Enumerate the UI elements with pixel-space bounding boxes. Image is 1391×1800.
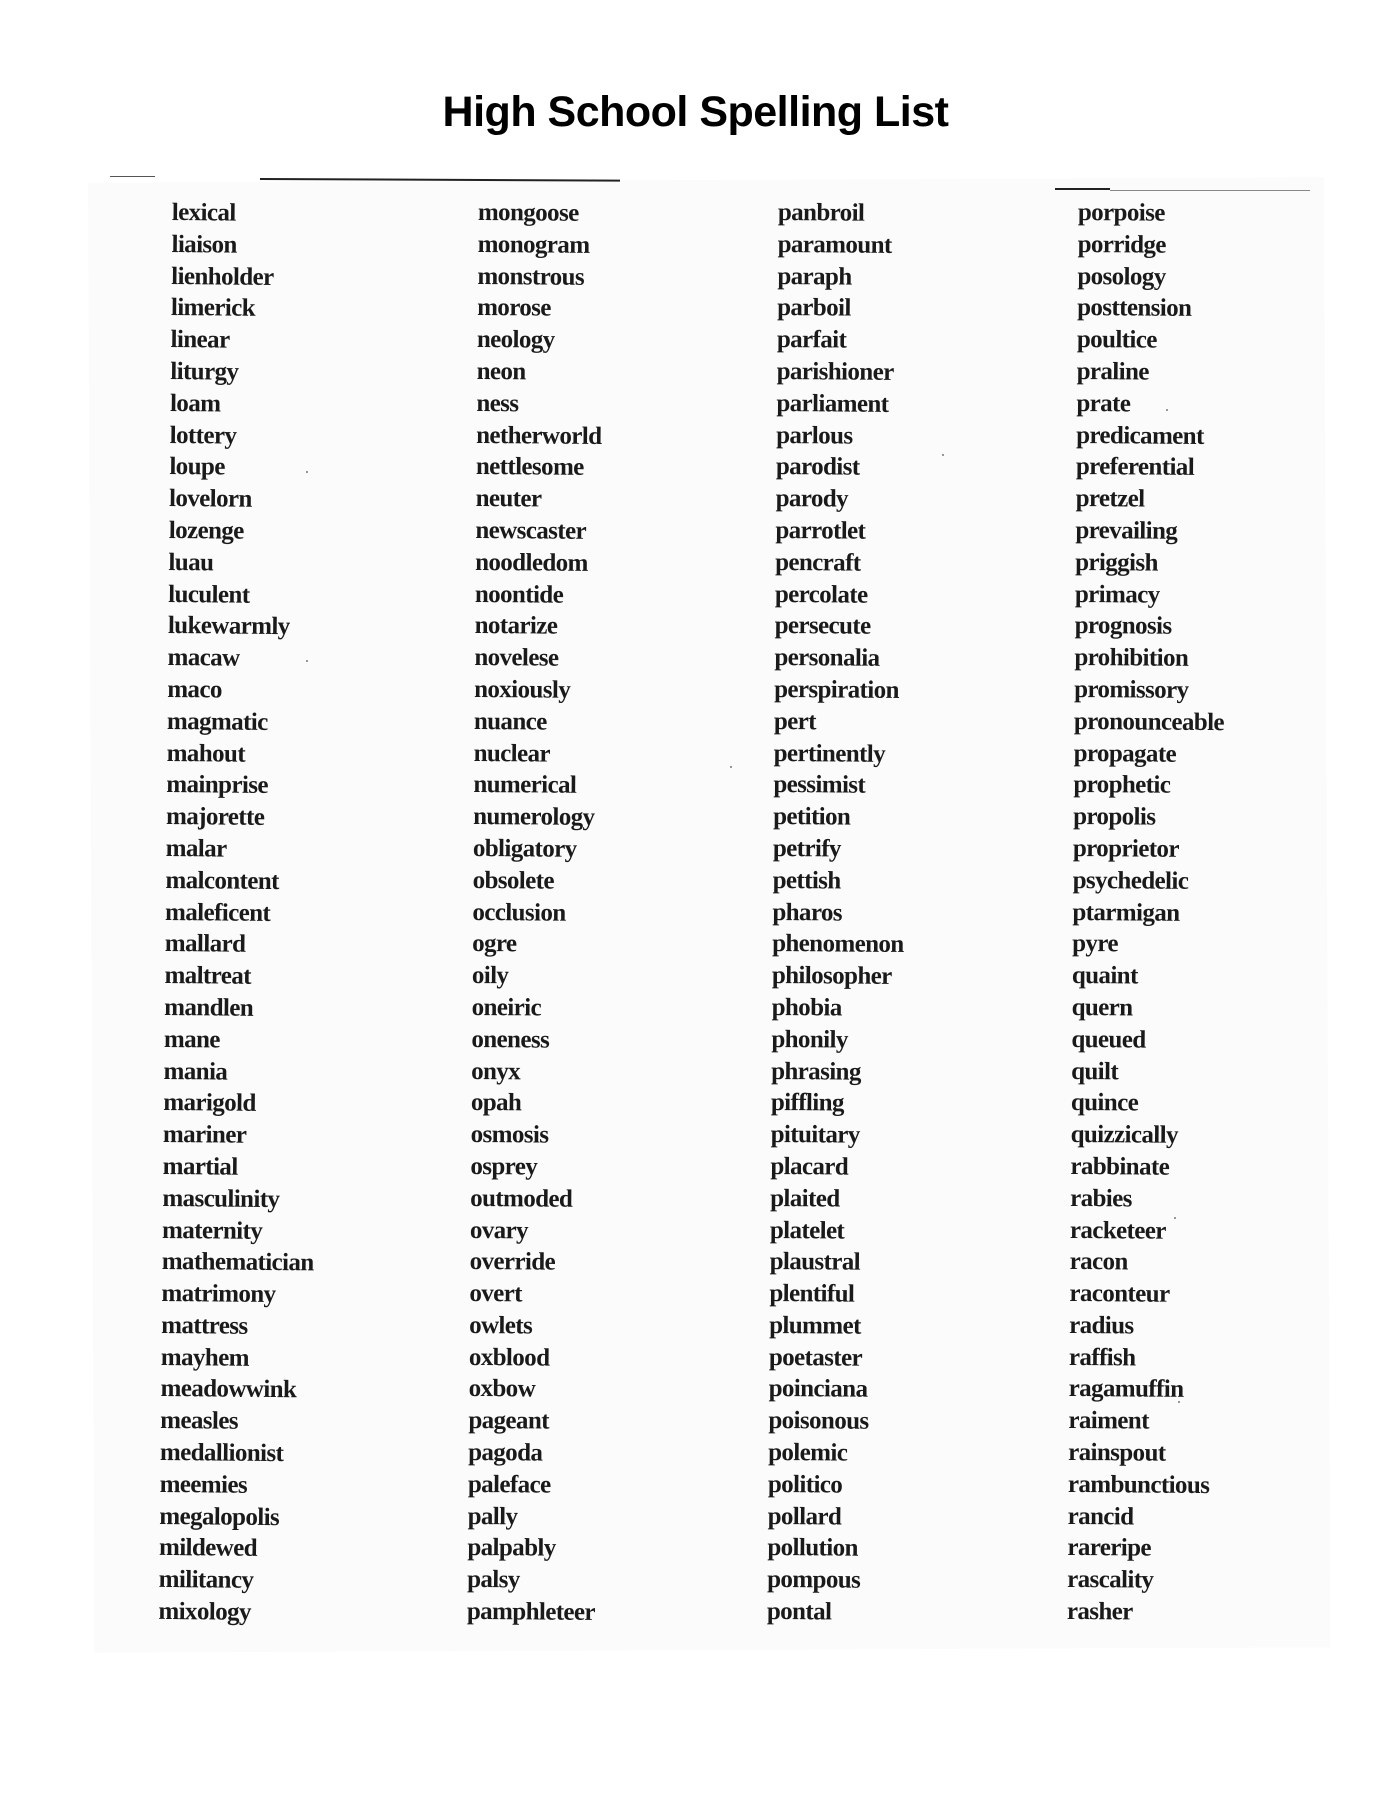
spelling-word: rabbinate xyxy=(1070,1152,1170,1181)
spelling-word: oneness xyxy=(471,1025,550,1054)
spelling-word: mandlen xyxy=(164,993,254,1022)
spelling-word: poetaster xyxy=(768,1343,863,1372)
spelling-word: phenomenon xyxy=(772,930,904,959)
spelling-word: predicament xyxy=(1076,421,1204,450)
spelling-word: quizzically xyxy=(1070,1121,1179,1149)
spelling-word: parlous xyxy=(776,421,853,450)
spelling-word: nuclear xyxy=(473,739,551,768)
spelling-word: noontide xyxy=(474,580,564,609)
spelling-word: queued xyxy=(1071,1025,1146,1054)
spelling-word: pompous xyxy=(767,1566,861,1594)
spelling-word: percolate xyxy=(774,580,868,609)
spelling-word: phrasing xyxy=(771,1057,861,1086)
spelling-word: pagoda xyxy=(468,1439,543,1467)
spelling-word: pronounceable xyxy=(1073,707,1225,736)
spelling-word: plentiful xyxy=(769,1280,855,1308)
spelling-word: piffling xyxy=(770,1089,844,1117)
spelling-word: petition xyxy=(773,803,851,831)
spelling-word: martial xyxy=(162,1152,238,1181)
spelling-word: mattress xyxy=(161,1311,248,1340)
spelling-word: posology xyxy=(1077,262,1166,291)
spelling-word: ptarmigan xyxy=(1072,898,1180,927)
spelling-word: paraph xyxy=(777,262,852,291)
spelling-word: racketeer xyxy=(1069,1216,1166,1245)
spelling-word: lienholder xyxy=(171,262,274,291)
spelling-word: parishioner xyxy=(776,357,894,386)
spelling-word: nuance xyxy=(473,707,547,736)
spelling-word: limerick xyxy=(170,294,256,323)
spelling-word: posttension xyxy=(1077,294,1192,323)
spelling-word: noodledom xyxy=(475,548,588,577)
spelling-word: ovary xyxy=(469,1216,529,1244)
spelling-word: rabies xyxy=(1070,1184,1132,1213)
spelling-word: prevailing xyxy=(1075,516,1178,545)
spelling-word: megalopolis xyxy=(159,1502,280,1531)
spelling-word: mixology xyxy=(158,1597,251,1626)
spelling-word: lexical xyxy=(171,198,236,227)
spelling-word: override xyxy=(469,1248,556,1276)
spelling-word: mathematician xyxy=(161,1248,314,1277)
spelling-word: plummet xyxy=(769,1311,861,1340)
spelling-word: porpoise xyxy=(1077,198,1165,227)
spelling-word: quern xyxy=(1071,993,1133,1022)
spelling-word: raconteur xyxy=(1069,1280,1170,1308)
spelling-word: polemic xyxy=(768,1439,848,1467)
spelling-word: liturgy xyxy=(170,357,239,386)
spelling-word: pessimist xyxy=(773,771,866,800)
spelling-word: plaustral xyxy=(769,1248,861,1276)
spelling-word: lottery xyxy=(169,421,237,450)
spelling-word: novelese xyxy=(474,644,559,672)
spelling-word: mallard xyxy=(164,930,246,959)
spelling-word: numerical xyxy=(473,771,577,800)
spelling-word: parboil xyxy=(777,294,851,322)
spelling-word: pontal xyxy=(766,1598,832,1626)
spelling-word: militancy xyxy=(158,1566,254,1595)
spelling-word: personalia xyxy=(774,644,880,672)
spelling-word: oneiric xyxy=(471,993,542,1022)
spelling-word: neuter xyxy=(475,485,542,513)
spelling-word: palpably xyxy=(467,1534,556,1563)
spelling-word: meadowwink xyxy=(160,1375,297,1404)
spelling-word: parodist xyxy=(775,453,860,482)
spelling-word: numerology xyxy=(473,803,595,832)
spelling-word: parrotlet xyxy=(775,516,866,545)
spelling-word: opah xyxy=(470,1089,522,1117)
spelling-word: marigold xyxy=(163,1089,256,1118)
spelling-word: raiment xyxy=(1068,1407,1149,1435)
spelling-word: propolis xyxy=(1073,803,1156,831)
spelling-word: mayhem xyxy=(160,1343,250,1372)
spelling-word: rainspout xyxy=(1068,1439,1166,1467)
word-column-4 xyxy=(1067,197,1228,1629)
spelling-word: masculinity xyxy=(162,1184,280,1213)
spelling-word: monstrous xyxy=(477,262,585,291)
spelling-word: osmosis xyxy=(470,1121,549,1149)
spelling-word: osprey xyxy=(470,1152,538,1181)
spelling-word: proprietor xyxy=(1072,834,1180,863)
spelling-word: plaited xyxy=(770,1184,840,1213)
spelling-word: ogre xyxy=(472,930,517,958)
spelling-word: neology xyxy=(476,326,555,354)
spelling-word: raffish xyxy=(1068,1343,1136,1372)
spelling-word: palsy xyxy=(467,1566,520,1594)
spelling-word: macaw xyxy=(167,644,240,672)
spelling-word: praline xyxy=(1076,357,1149,386)
spelling-word: matrimony xyxy=(161,1280,276,1309)
spelling-word: preferential xyxy=(1075,453,1195,482)
spelling-word: netherworld xyxy=(476,421,602,450)
spelling-word: mania xyxy=(163,1057,228,1086)
spelling-word: quince xyxy=(1070,1089,1139,1117)
spelling-word: pamphleteer xyxy=(466,1598,596,1627)
spelling-word: mane xyxy=(163,1025,220,1054)
spelling-word: phobia xyxy=(771,993,842,1022)
spelling-word: pally xyxy=(467,1502,518,1531)
spelling-word: pettish xyxy=(772,866,841,895)
spelling-word: racon xyxy=(1069,1248,1128,1276)
spelling-word: mahout xyxy=(166,739,246,768)
spelling-word: parfait xyxy=(776,326,847,354)
spelling-word: meemies xyxy=(159,1470,248,1499)
spelling-word: paleface xyxy=(467,1470,551,1499)
spelling-word: prate xyxy=(1076,389,1131,418)
spelling-word: panbroil xyxy=(777,198,865,227)
spelling-word: rascality xyxy=(1067,1566,1154,1594)
spelling-word: magmatic xyxy=(166,707,268,736)
spelling-word: occlusion xyxy=(472,898,566,927)
spelling-word: oxbow xyxy=(468,1375,536,1403)
spelling-word: maternity xyxy=(161,1216,263,1245)
spelling-word: rareripe xyxy=(1067,1534,1152,1563)
spelling-word: medallionist xyxy=(159,1439,284,1468)
spelling-word: newscaster xyxy=(475,516,587,545)
spelling-word: lozenge xyxy=(168,516,244,545)
spelling-word: persecute xyxy=(774,612,871,641)
spelling-word: paramount xyxy=(777,230,892,259)
spelling-word: prohibition xyxy=(1074,644,1189,673)
spelling-word: overt xyxy=(469,1280,523,1308)
spelling-word: pharos xyxy=(772,898,843,927)
spelling-word: rambunctious xyxy=(1067,1470,1210,1499)
spelling-word: luau xyxy=(168,548,214,577)
spelling-word: liaison xyxy=(171,230,237,259)
spelling-word: malar xyxy=(165,834,227,863)
spelling-word: placard xyxy=(770,1152,849,1181)
spelling-word: outmoded xyxy=(470,1184,573,1213)
scan-edge-line xyxy=(110,176,155,177)
spelling-word: linear xyxy=(170,326,230,354)
spelling-word: maleficent xyxy=(165,898,271,927)
spelling-word: poisonous xyxy=(768,1407,869,1436)
spelling-word: loupe xyxy=(169,453,225,481)
scan-edge-line xyxy=(1110,190,1310,191)
spelling-word: mainprise xyxy=(166,771,269,800)
page-title: High School Spelling List xyxy=(442,88,949,136)
spelling-word: parliament xyxy=(776,389,889,418)
spelling-word: perspiration xyxy=(774,675,899,704)
word-column-3 xyxy=(767,197,910,1629)
spelling-word: loam xyxy=(169,389,221,418)
spelling-word: neon xyxy=(476,357,526,386)
spelling-word: lovelorn xyxy=(168,485,252,513)
spelling-word: phonily xyxy=(771,1025,848,1054)
spelling-word: obligatory xyxy=(472,834,577,863)
spelling-word: notarize xyxy=(474,612,558,640)
word-column-1 xyxy=(158,197,324,1629)
spelling-word: priggish xyxy=(1075,548,1158,577)
spelling-word: ragamuffin xyxy=(1068,1375,1184,1404)
spelling-word: pretzel xyxy=(1075,485,1145,513)
spelling-word: obsolete xyxy=(472,866,555,895)
spelling-word: poultice xyxy=(1076,326,1157,354)
spelling-word: majorette xyxy=(165,803,265,832)
spelling-word: porridge xyxy=(1077,230,1166,259)
spelling-word: rasher xyxy=(1066,1598,1133,1626)
spelling-word: quaint xyxy=(1071,962,1138,990)
spelling-word: psychedelic xyxy=(1072,866,1189,895)
spelling-word: politico xyxy=(767,1470,843,1499)
spelling-word: oxblood xyxy=(468,1343,550,1372)
spelling-word: poinciana xyxy=(768,1375,868,1404)
spelling-word: onyx xyxy=(471,1057,521,1085)
spelling-word: primacy xyxy=(1074,580,1160,609)
spelling-word: prophetic xyxy=(1073,771,1171,800)
spelling-word: pert xyxy=(773,707,817,736)
spelling-word: philosopher xyxy=(771,962,892,991)
spelling-word: monogram xyxy=(477,230,590,259)
spelling-word: morose xyxy=(477,294,551,322)
spelling-word: pollard xyxy=(767,1502,842,1531)
spelling-word-columns xyxy=(0,197,1391,1657)
spelling-word: noxiously xyxy=(474,675,571,704)
spelling-word: prognosis xyxy=(1074,612,1172,641)
spelling-word: ness xyxy=(476,389,519,418)
spelling-word: maltreat xyxy=(164,962,252,990)
scan-edge-line xyxy=(1055,188,1110,190)
spelling-word: quilt xyxy=(1071,1057,1119,1085)
spelling-word: parody xyxy=(775,485,849,513)
spelling-word: pyre xyxy=(1072,930,1118,958)
spelling-word: pollution xyxy=(767,1534,858,1563)
spelling-word: mildewed xyxy=(158,1534,258,1563)
spelling-word: owlets xyxy=(469,1311,533,1340)
spelling-word: malcontent xyxy=(165,866,279,895)
spelling-word: platelet xyxy=(769,1216,845,1245)
spelling-word: propagate xyxy=(1073,739,1177,768)
spelling-word: oily xyxy=(471,962,509,990)
spelling-word: mongoose xyxy=(477,198,579,227)
spelling-word: maco xyxy=(167,675,222,704)
spelling-word: pageant xyxy=(468,1407,550,1435)
word-column-2 xyxy=(467,197,606,1629)
spelling-word: promissory xyxy=(1074,675,1189,704)
spelling-word: measles xyxy=(160,1407,239,1435)
spelling-word: pituitary xyxy=(770,1121,860,1149)
spelling-word: luculent xyxy=(168,580,250,609)
spelling-word: nettlesome xyxy=(475,453,584,482)
spelling-word: petrify xyxy=(772,834,841,863)
spelling-word: pencraft xyxy=(775,548,861,577)
spelling-word: pertinently xyxy=(773,739,886,768)
spelling-word: radius xyxy=(1069,1311,1134,1340)
spelling-word: rancid xyxy=(1067,1502,1134,1531)
spelling-word: mariner xyxy=(162,1121,247,1149)
spelling-word: lukewarmly xyxy=(167,612,290,641)
